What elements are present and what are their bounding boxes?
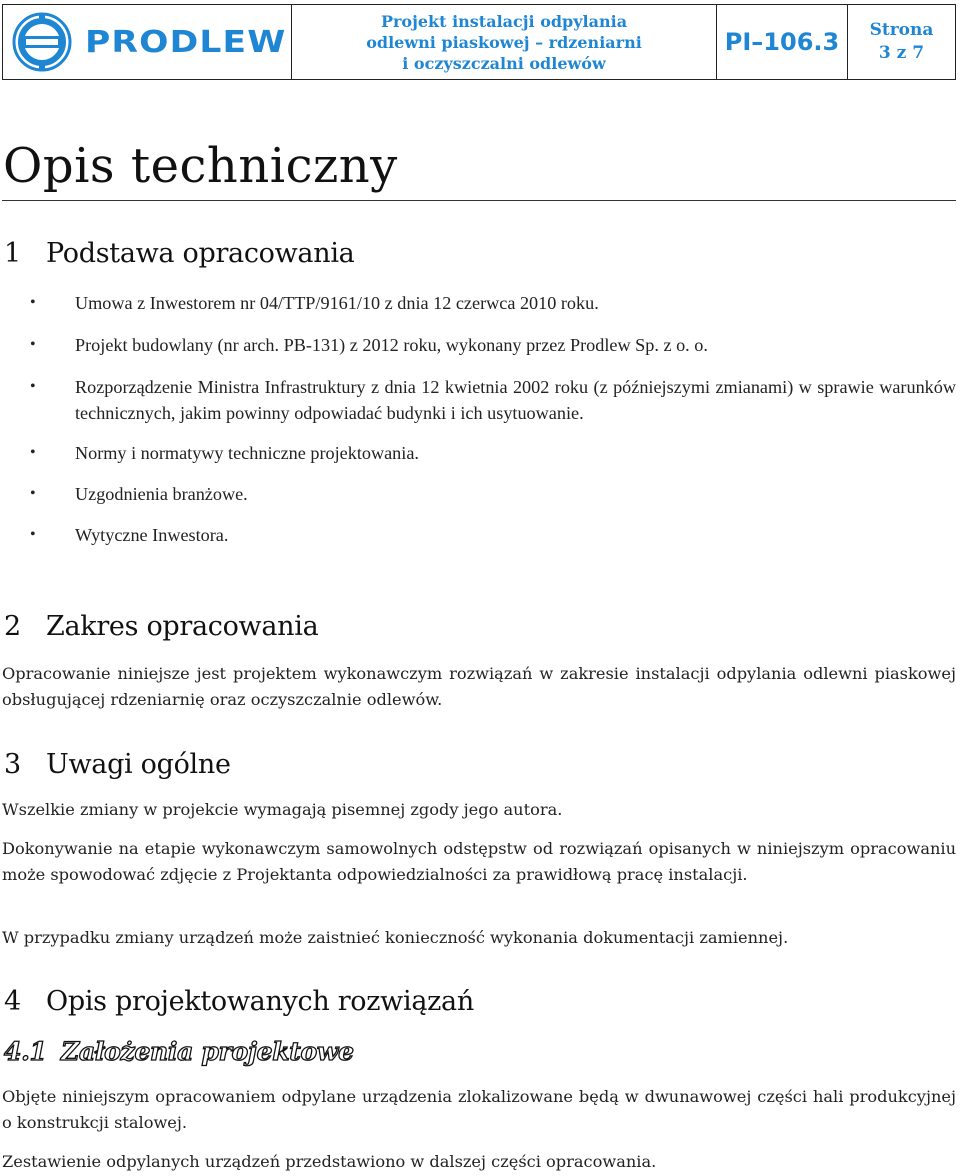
list-item-text: Rozporządzenie Ministra Infrastruktury z dnia 12 kwietnia 2002 roku (z późniejszymi zmianami) w sprawie warunków technicznych, jakim powinny odpowiadać budynki i ich usytuowanie. (75, 377, 956, 423)
bullet-icon: • (30, 526, 36, 543)
subsection-number: 4.1 (4, 1037, 47, 1066)
paragraph: Dokonywanie na etapie wykonawczym samowolnych odstępstw od rozwiązań opisanych w niniejszym opracowaniu może spowodować zdjęcie z Projektanta odpowiedzialności za prawidłową pracę instalacji. (2, 839, 956, 884)
document-header (2, 4, 956, 80)
list-item (30, 440, 956, 466)
list-item-text: Normy i normatywy techniczne projektowania. (75, 443, 419, 463)
subsection-heading (4, 1037, 354, 1066)
bullet-icon: • (30, 444, 36, 461)
list-item-text: Wytyczne Inwestora. (75, 525, 229, 545)
project-title-line: i oczyszczalni odlewów (402, 53, 606, 73)
list-item (30, 481, 956, 507)
section-number: 4 (4, 986, 21, 1017)
section-heading (4, 611, 318, 642)
paragraph: Opracowanie niniejsze jest projektem wykonawczym rozwiązań w zakresie instalacji odpylania odlewni piaskowej obsługującej rdzeniarnię oraz oczyszczalnie odlewów. (2, 664, 956, 709)
list-item-text: Projekt budowlany (nr arch. PB-131) z 2012 roku, wykonany przez Prodlew Sp. z o. o. (75, 335, 708, 355)
section-heading (4, 238, 354, 269)
section-number: 1 (4, 238, 21, 269)
logo-wordmark: PRODLEW (85, 24, 287, 60)
document-code: PI–106.3 (717, 5, 848, 79)
list-item (30, 290, 956, 316)
logo (3, 5, 292, 79)
section-number: 3 (4, 749, 21, 780)
section-title: Zakres opracowania (46, 611, 319, 642)
main-title: Opis techniczny (3, 138, 398, 194)
paragraph: Objęte niniejszym opracowaniem odpylane urządzenia zlokalizowane będą w dwunawowej części hali produkcyjnej o konstrukcji stalowej. (2, 1087, 956, 1132)
section-heading (4, 749, 231, 780)
bullet-list (30, 290, 956, 548)
section-number: 2 (4, 611, 21, 642)
bullet-icon: • (30, 294, 36, 311)
section-title: Podstawa opracowania (46, 238, 355, 269)
prodlew-emblem-icon (11, 11, 73, 73)
title-divider (2, 200, 956, 201)
page-label: Strona (869, 20, 934, 40)
paragraph: Wszelkie zmiany w projekcie wymagają pisemnej zgody jego autora. (2, 800, 563, 819)
bullet-icon: • (30, 485, 36, 502)
list-item (30, 374, 956, 426)
page-indicator (848, 5, 955, 79)
list-item (30, 522, 956, 548)
paragraph: W przypadku zmiany urządzeń może zaistnieć konieczność wykonania dokumentacji zamiennej. (2, 928, 789, 947)
project-title-line: odlewni piaskowej – rdzeniarni (366, 32, 642, 52)
list-item-text: Umowa z Inwestorem nr 04/TTP/9161/10 z dnia 12 czerwca 2010 roku. (75, 293, 599, 313)
project-title (292, 5, 717, 79)
section-title: Opis projektowanych rozwiązań (46, 986, 474, 1017)
bullet-icon: • (30, 378, 36, 395)
paragraph: Zestawienie odpylanych urządzeń przedstawiono w dalszej części opracowania. (2, 1152, 657, 1171)
list-item-text: Uzgodnienia branżowe. (75, 484, 248, 504)
project-title-line: Projekt instalacji odpylania (380, 11, 628, 31)
section-title: Uwagi ogólne (46, 749, 231, 780)
subsection-title: Założenia projektowe (61, 1037, 354, 1066)
list-item (30, 332, 956, 358)
page-number: 3 z 7 (878, 43, 925, 63)
bullet-icon: • (30, 336, 36, 353)
section-heading (4, 986, 474, 1017)
